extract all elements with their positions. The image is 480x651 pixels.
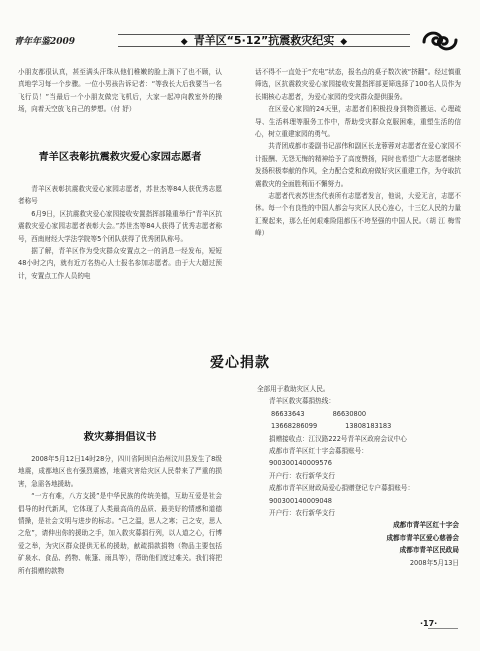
hotline-label: 青羊区救灾募捐热线： <box>269 397 335 406</box>
signature: 成都市青羊区民政局 <box>399 546 459 555</box>
diamond-left-icon: ◆ <box>180 37 188 47</box>
phone-number: 86630800 <box>332 409 367 418</box>
paragraph: “一方有难，八方支援”是中华民族的传统美德，互助互爱是社会倡导的时代新风，它体现了人类最高尚的品质、最美好的情感和道德情操，是社会文明与进步的标志。“己之温，思人之寒；己之安，思人之危”，请伸出你的援助之手，加入救灾募捐行列，以人道之心，行博爱之举，为灾区群众提供无私的援助，献疏捐款捐物（物品主要包括矿泉水、食品、药物、帐篷、雨具等），帮助他们度过难关。我们将把所有捐赠的款物 <box>18 492 222 575</box>
journal-name: 青年年鉴2009 <box>14 37 76 47</box>
account-name: 成都市青羊区财政局爱心捐赠登记专户募捐账号： <box>269 484 415 493</box>
phone-row <box>257 420 461 432</box>
paragraph: 小朋友都很认真，甚至满头汗珠从他们稚嫩的脸上淌下了也不顾，认真地学习每一个步骤。一位小男孩告诉记者：“等我长大后我要当一名飞行员！”当最后一个小朋友做完飞机后，大家一起冲向教室外的操场，向着天空放飞自己的梦想。（付 妤） <box>18 68 222 114</box>
top-right-column <box>255 66 461 240</box>
paragraph: 志愿者代表苏世杰代表所有志愿者发言，他说，大爱无言，志愿不休。每一个有良性的中国人都会与灾区人民心连心，十三亿人民的力量汇聚起来，那么任何艰难险阻都压不垮坚强的中国人民。（胡 江 梅雪峰） <box>255 192 461 238</box>
location-line: 捐赠接收点：江汉路222号青羊区政府会议中心 <box>269 434 407 443</box>
phone-number: 13808183183 <box>345 422 392 431</box>
diamond-right-icon: ◆ <box>340 37 348 47</box>
phone-number: 13668286099 <box>271 422 318 431</box>
signature-date: 2008年5月13日 <box>409 558 459 567</box>
section1-body <box>18 183 222 282</box>
paragraph: 6月9日，区抗震救灾爱心家园接收安置指挥部隆重举行“青羊区抗震救灾爱心家园志愿者表彰大会。”苏世杰等84人获得了优秀志愿者称号，西南财经大学法学院等5个团队获得了优秀团队称号。 <box>18 209 222 243</box>
section-title-volunteers: 青羊区表彰抗震救灾爱心家园志愿者 <box>38 152 202 163</box>
page-number: ·17· <box>420 619 438 628</box>
paragraph: 据了解，青羊区作为受灾群众安置点之一的消息一经发布，短短48小时之内，就有近万名热心人士报名参加志愿者。由于大大超过预计，安置点工作人员的电 <box>18 247 222 280</box>
journal-logo-icon <box>420 28 460 54</box>
page-header <box>0 28 480 52</box>
account-number: 900300140009576 <box>269 459 332 468</box>
account-name: 成都市青羊区红十字会募捐账号： <box>269 447 368 456</box>
intro-line: 全部用于救助灾区人民。 <box>257 385 330 393</box>
header-title <box>118 32 410 48</box>
header-title-text: 青羊区“5·12”抗震救灾纪实 <box>193 34 335 47</box>
page-number-rule <box>428 628 458 629</box>
signature: 成都市青羊区爱心慈善会 <box>386 533 459 542</box>
paragraph: 在区爱心家园的24天里，志愿者们积极投身到物资搬运、心理疏导、生活料理等服务工作中，帮助受灾群众克服困难，重塑生活的信心，树立重建家园的勇气。 <box>255 105 461 139</box>
proposal-title: 救灾募捐倡议书 <box>83 431 157 443</box>
paragraph: 青羊区表彰抗震救灾爱心家园志愿者，苏世杰等84人获优秀志愿者称号 <box>18 185 222 206</box>
proposal-body <box>18 453 222 577</box>
donation-info <box>257 383 461 569</box>
section-title-donations: 爱心捐款 <box>210 355 270 371</box>
phone-number: 86633643 <box>271 409 305 418</box>
account-bank: 开户行：农行新华支行 <box>269 509 335 518</box>
paragraph: 话不得不一直处于“充电”状态，报名点的桌子数次被“挤翻”。经过慎重筛选，区抗震救灾爱心家园接收安置指挥部更筛选择了100名人员作为长期核心志愿者，为爱心家园的受灾群众提供服务。 <box>255 68 461 101</box>
top-left-column <box>18 66 222 116</box>
account-number: 900300140009048 <box>269 496 332 505</box>
account-bank: 开户行：农行新华支行 <box>269 471 335 480</box>
paragraph: 2008年5月12日14时28分，四川省阿坝自治州汶川县发生了8级地震，成都地区也有强烈震感，地震灾害给灾区人民带来了严重的损害，急需各地援助。 <box>18 455 222 488</box>
phone-row <box>257 408 461 420</box>
paragraph: 共青团成都市委副书记邵伟和副区长龙蓉蓉对志愿者在爱心家园不计报酬、无怨无悔的精神给予了高度赞扬，同时也希望广大志愿者继续发扬积极奉献的作风，全力配合党和政府做好灾区重建工作，为夺取抗震救灾的全面胜利而不懈努力。 <box>255 142 461 188</box>
signature: 成都市青羊区红十字会 <box>393 521 459 530</box>
